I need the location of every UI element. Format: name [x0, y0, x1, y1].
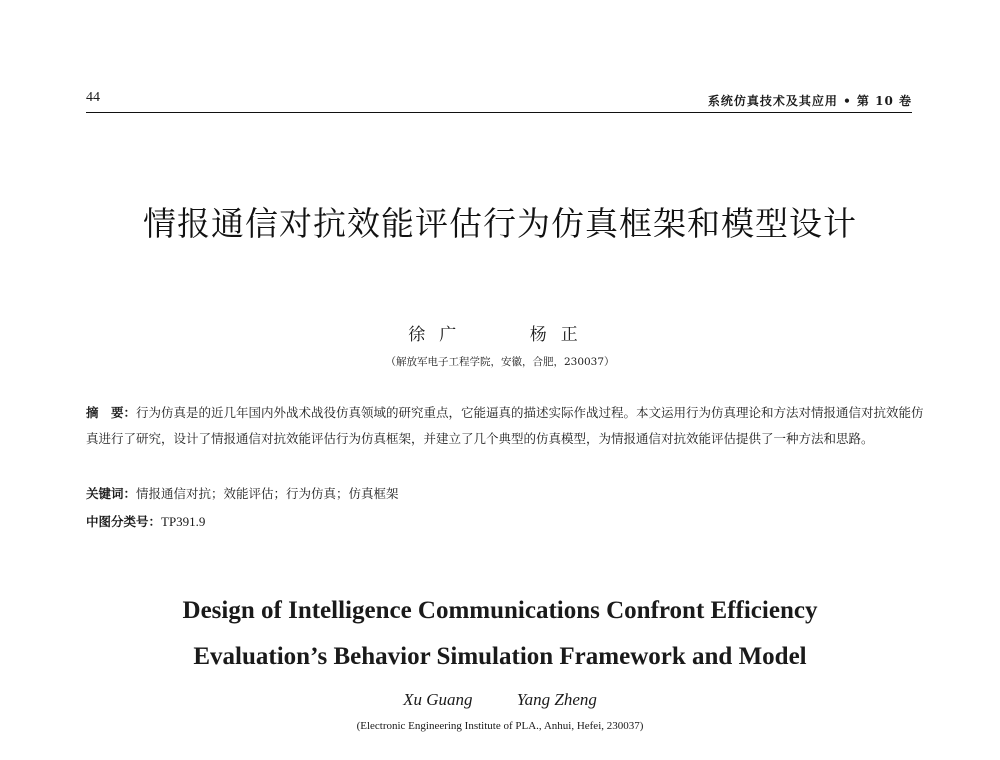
- header-rule: [86, 112, 912, 113]
- abstract-label: 摘 要：: [86, 405, 137, 420]
- affiliation-chinese: （解放军电子工程学院，安徽，合肥，230037）: [385, 356, 615, 368]
- author-2-chinese: 杨正: [529, 325, 592, 345]
- authors-chinese: [0, 320, 1000, 345]
- english-title-line-1: Design of Intelligence Communications Confront Efficiency: [182, 597, 818, 624]
- paper-title-chinese: 情报通信对抗效能评估行为仿真框架和模型设计: [143, 204, 857, 243]
- affiliation-english: (Electronic Engineering Institute of PLA., Anhui, Hefei, 230037): [356, 720, 644, 732]
- paper-title-english: [0, 588, 1000, 680]
- keywords-label: 关键词：: [86, 486, 137, 501]
- keywords-chinese: [86, 484, 926, 502]
- page-number: 44: [86, 90, 100, 105]
- abstract-text: 行为仿真是的近几年国内外战术战役仿真领域的研究重点，它能逼真的描述实际作战过程。本文运用行为仿真理论和方法对情报通信对抗效能仿真进行了研究，设计了情报通信对抗效能评估行为仿真框架，并建立了几个典型的仿真模型，为情报通信对抗效能评估提供了一种方法和思路。: [86, 405, 924, 446]
- author-1-english: Xu Guang: [403, 690, 473, 709]
- classification-value: TP391.9: [161, 514, 206, 529]
- classification-number: [86, 512, 926, 530]
- keywords-text: 情报通信对抗；效能评估；行为仿真；仿真框架: [136, 486, 399, 501]
- author-2-english: Yang Zheng: [516, 690, 597, 709]
- page-header: [86, 90, 912, 114]
- abstract-chinese: [86, 400, 926, 452]
- journal-running-title: 系统仿真技术及其应用 • 第 10 卷: [707, 94, 912, 108]
- authors-english: [0, 690, 1000, 710]
- classification-label: 中图分类号：: [86, 514, 162, 529]
- english-title-line-2: Evaluation’s Behavior Simulation Framework and Model: [193, 643, 807, 670]
- author-1-chinese: 徐广: [408, 325, 471, 345]
